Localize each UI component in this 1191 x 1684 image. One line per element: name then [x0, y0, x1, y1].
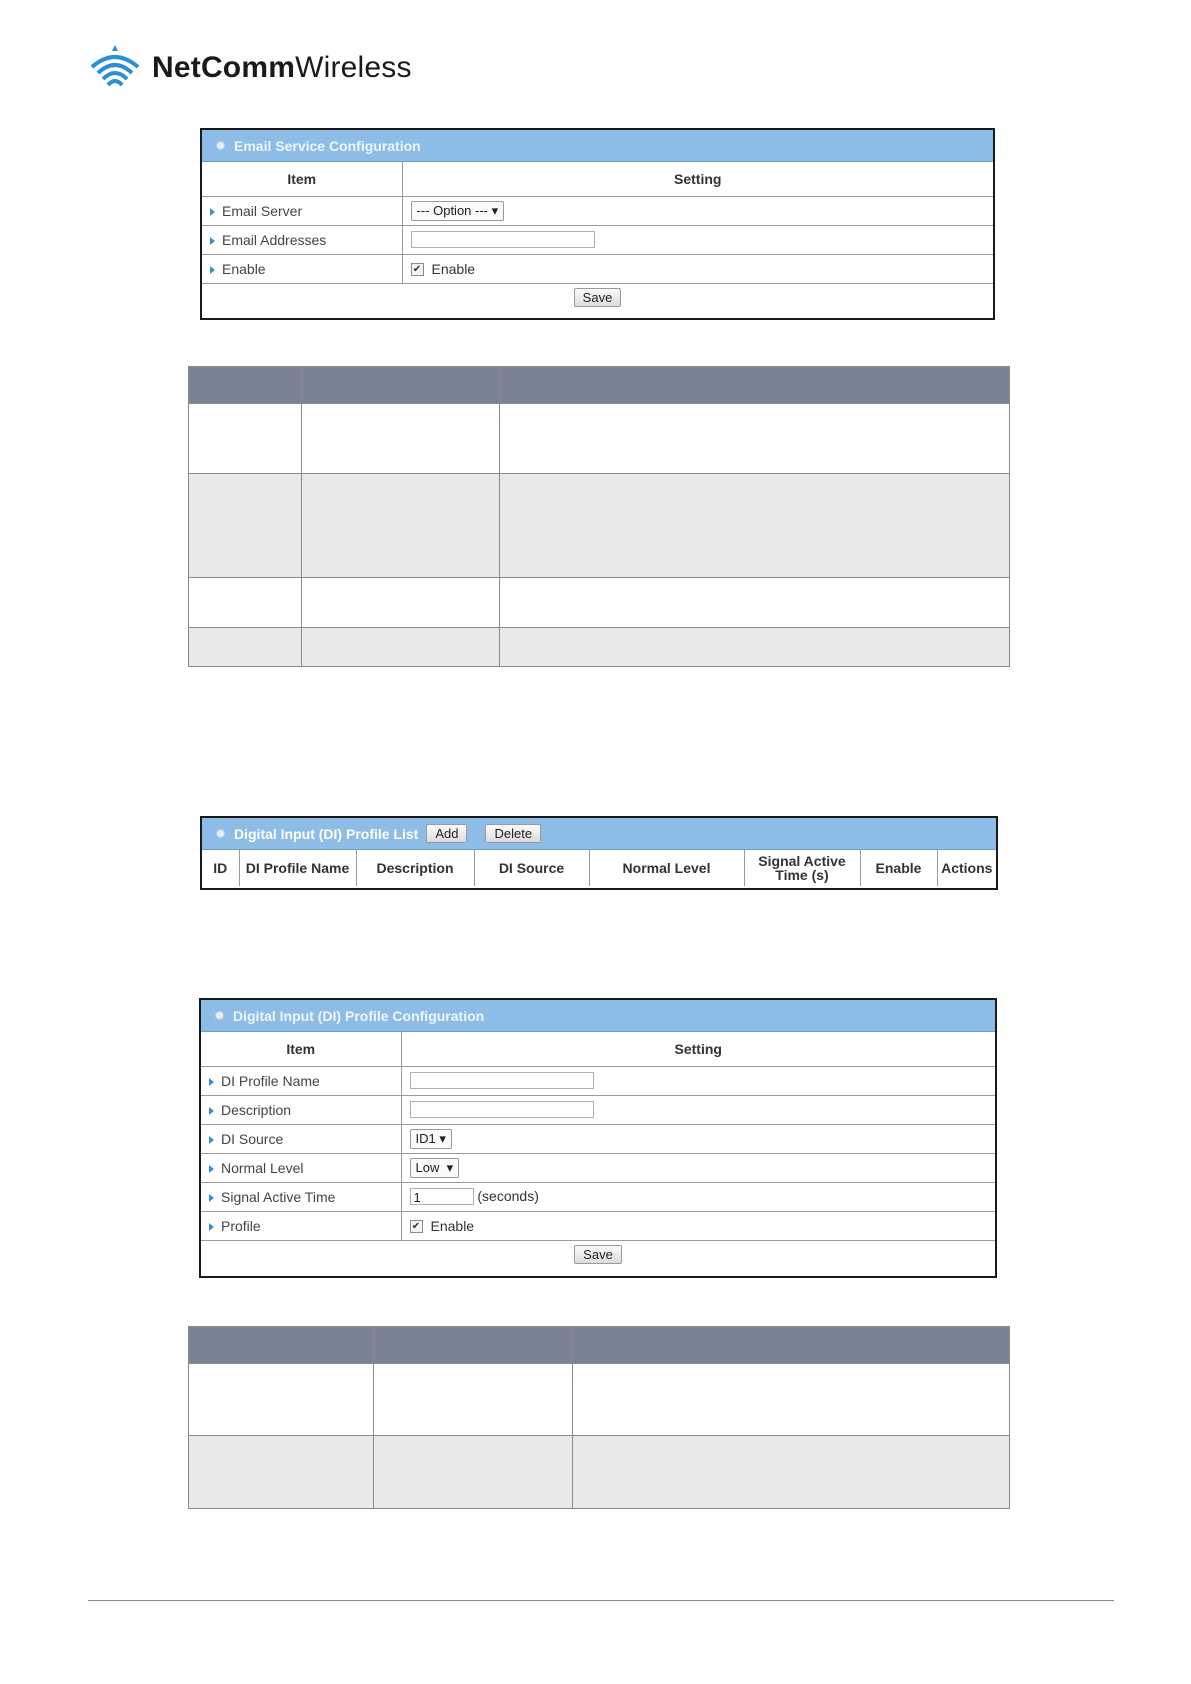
netcomm-logo — [88, 45, 412, 91]
panel-title: Digital Input (DI) Profile List — [234, 825, 419, 842]
email-config-table — [202, 162, 993, 312]
row-arrow-icon — [209, 1223, 214, 1231]
di-config-table — [201, 1032, 995, 1269]
signal-active-time-input[interactable]: 1 — [410, 1188, 474, 1205]
table-row — [202, 254, 993, 283]
seconds-unit: (seconds) — [477, 1187, 539, 1204]
doc-header-cell — [189, 1327, 374, 1364]
profile-label: Profile — [221, 1217, 261, 1234]
panel-title: Digital Input (DI) Profile Configuration — [233, 1007, 485, 1024]
table-row — [189, 1364, 1010, 1436]
col-setting-header: Setting — [401, 1032, 995, 1066]
table-row — [201, 1095, 995, 1124]
col-item-header: Item — [201, 1032, 401, 1066]
email-addresses-input[interactable] — [411, 231, 595, 248]
email-server-label: Email Server — [222, 202, 303, 219]
wifi-logo-icon — [88, 45, 142, 91]
table-row — [189, 578, 1010, 628]
doc-header-cell — [500, 367, 1010, 404]
col-item-header: Item — [202, 162, 402, 196]
di-profile-name-label: DI Profile Name — [221, 1072, 320, 1089]
col-normal-level: Normal Level — [589, 850, 744, 886]
doc-header-cell — [302, 367, 500, 404]
email-service-config-panel — [200, 128, 995, 320]
save-button[interactable]: Save — [574, 288, 622, 307]
signal-active-time-label: Signal Active Time — [221, 1188, 336, 1205]
header-bullet-icon — [215, 1011, 224, 1020]
header-bullet-icon — [216, 141, 225, 150]
enable-checkbox-label: Enable — [431, 260, 476, 277]
panel-header — [202, 818, 996, 850]
di-profile-config-panel — [199, 998, 997, 1278]
header-bullet-icon — [216, 829, 225, 838]
table-row — [201, 1153, 995, 1182]
logo-wordmark: NetCommWireless — [152, 51, 412, 84]
table-row — [189, 474, 1010, 578]
row-arrow-icon — [209, 1107, 214, 1115]
table-row — [201, 1124, 995, 1153]
di-source-select[interactable]: ID1 ▾ — [410, 1129, 452, 1149]
col-id: ID — [202, 850, 239, 886]
doc-header-cell — [189, 367, 302, 404]
profile-enable-checkbox[interactable]: ✔ — [410, 1220, 423, 1233]
col-setting-header: Setting — [402, 162, 993, 196]
col-signal-active-time: Signal Active Time (s) — [744, 850, 860, 886]
table-row — [201, 1066, 995, 1095]
dropdown-arrow-icon: ▾ — [491, 202, 499, 218]
enable-checkbox[interactable]: ✔ — [411, 263, 424, 276]
doc-header-cell — [374, 1327, 573, 1364]
col-di-profile-name: DI Profile Name — [239, 850, 356, 886]
col-description: Description — [356, 850, 474, 886]
row-arrow-icon — [210, 208, 215, 216]
row-arrow-icon — [209, 1136, 214, 1144]
table-row — [202, 225, 993, 254]
di-profile-list-panel — [200, 816, 998, 890]
description-label: Description — [221, 1101, 292, 1118]
table-row — [189, 628, 1010, 667]
parameter-table-1 — [188, 366, 1010, 667]
enable-label: Enable — [222, 260, 266, 277]
dropdown-arrow-icon: ▾ — [439, 1130, 446, 1146]
doc-header-cell — [573, 1327, 1010, 1364]
panel-header — [202, 130, 993, 162]
dropdown-arrow-icon: ▾ — [446, 1159, 454, 1175]
row-arrow-icon — [209, 1165, 214, 1173]
row-arrow-icon — [209, 1194, 214, 1202]
profile-enable-label: Enable — [430, 1217, 475, 1234]
parameter-table-2 — [188, 1326, 1010, 1509]
di-source-label: DI Source — [221, 1130, 284, 1147]
delete-button[interactable]: Delete — [485, 824, 541, 843]
row-arrow-icon — [209, 1078, 214, 1086]
normal-level-label: Normal Level — [221, 1159, 304, 1176]
panel-title: Email Service Configuration — [234, 137, 421, 154]
table-row — [202, 196, 993, 225]
footer-divider — [88, 1600, 1114, 1601]
table-row — [201, 1182, 995, 1211]
table-row — [189, 1436, 1010, 1509]
email-server-select[interactable]: --- Option --- ▾ — [411, 201, 505, 221]
col-enable: Enable — [860, 850, 937, 886]
di-profile-list-table — [202, 850, 996, 886]
description-input[interactable] — [410, 1101, 594, 1118]
row-arrow-icon — [210, 266, 215, 274]
row-arrow-icon — [210, 237, 215, 245]
save-button[interactable]: Save — [574, 1245, 622, 1264]
di-profile-name-input[interactable] — [410, 1072, 594, 1089]
email-addresses-label: Email Addresses — [222, 231, 327, 248]
panel-header — [201, 1000, 995, 1032]
col-actions: Actions — [941, 860, 993, 876]
normal-level-select[interactable]: Low ▾ — [410, 1158, 460, 1178]
table-row — [189, 404, 1010, 474]
col-di-source: DI Source — [474, 850, 589, 886]
add-button[interactable]: Add — [426, 824, 467, 843]
table-row — [201, 1211, 995, 1240]
